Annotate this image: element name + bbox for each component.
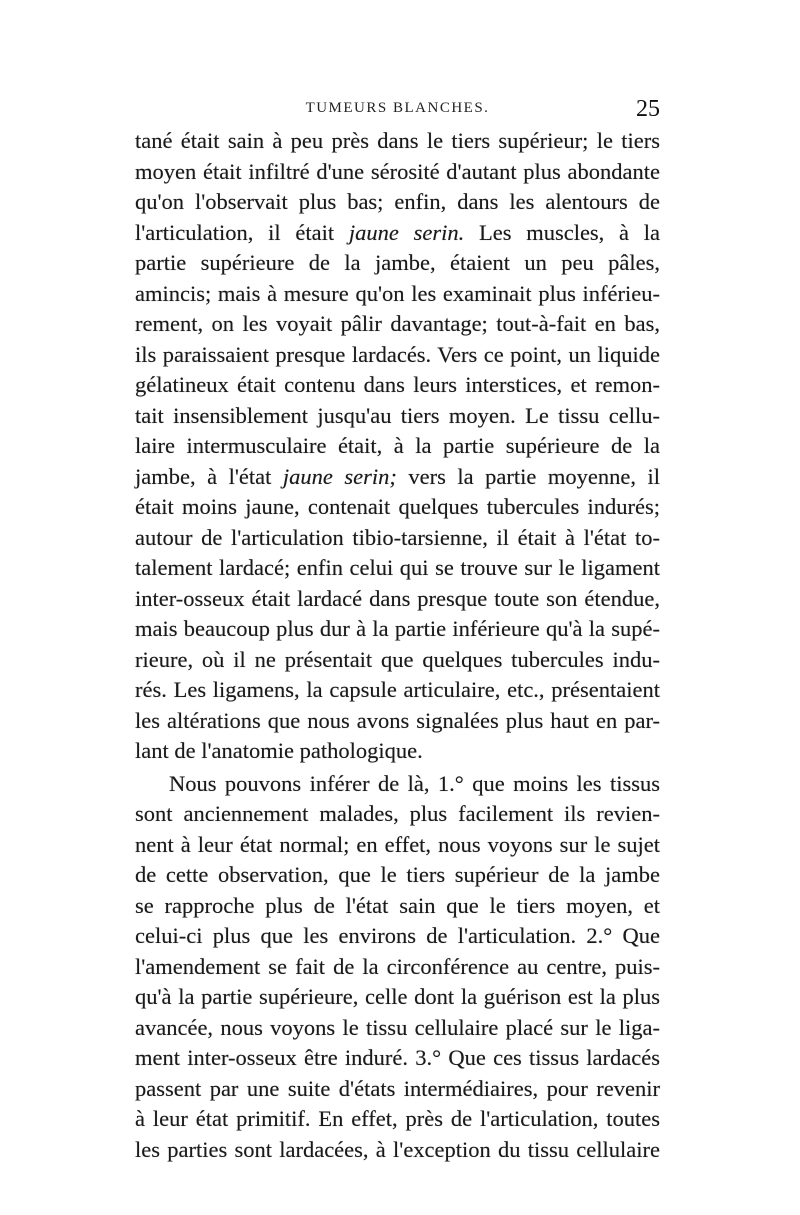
text-line: inter-osseux était lardacé dans presque toute son étendue, — [135, 585, 660, 611]
text-line: qu'à la partie supérieure, celle dont la guérison est la plus — [135, 984, 660, 1009]
text-line: ils paraissaient presque lardacés. Vers ce point, un liquide — [135, 341, 660, 367]
text-line: se rapproche plus de l'état sain que le tiers moyen, et — [135, 892, 660, 918]
text-line: moyen était infiltré d'une sérosité d'autant plus abondante — [135, 158, 660, 184]
italic-term: jaune serin. — [348, 219, 465, 245]
text-line: talement lardacé; enfin celui qui se trouve sur le ligament — [135, 555, 660, 580]
text-line: tané était sain à peu près dans le tiers supérieur; le tiers — [135, 128, 660, 153]
text-line: l'amendement se fait de la circonférence au centre, puis- — [135, 953, 660, 979]
text-line: sont anciennement malades, plus facilement ils revien- — [135, 801, 660, 826]
text-line: tait insensiblement jusqu'au tiers moyen. Le tissu cellu- — [135, 402, 660, 428]
text-line: était moins jaune, contenait quelques tubercules indurés; — [135, 494, 660, 519]
page-header — [135, 96, 660, 126]
text-segment: Les muscles, à la — [478, 219, 661, 245]
text-line: gélatineux était contenu dans leurs interstices, et remon- — [135, 372, 660, 397]
text-line: rieure, où il ne présentait que quelques tubercules indu- — [135, 646, 660, 672]
text-line: celui-ci plus que les environs de l'articulation. 2.° Que — [135, 923, 660, 948]
text-line: avancée, nous voyons le tissu cellulaire placé sur le liga- — [135, 1014, 660, 1040]
text-line: mais beaucoup plus dur à la partie inférieure qu'à la supé- — [135, 616, 660, 641]
text-line: les altérations que nous avons signalées plus haut en par- — [135, 707, 660, 733]
body-text — [135, 126, 660, 1165]
text-line: amincis; mais à mesure qu'on les examinait plus inférieu- — [135, 280, 660, 306]
text-segment: jambe, à l'état — [135, 463, 272, 489]
paragraph-first-line: Nous pouvons inférer de là, 1.° que moins les tissus — [169, 770, 660, 796]
text-segment: l'articulation, il était — [135, 219, 335, 245]
text-line — [135, 462, 660, 493]
running-title: TUMEURS BLANCHES. — [305, 100, 490, 116]
text-line: nent à leur état normal; en effet, nous voyons sur le sujet — [135, 831, 660, 857]
text-line: de cette observation, que le tiers supérieur de la jambe — [135, 862, 660, 887]
page-number: 25 — [636, 96, 660, 122]
text-line: lant de l'anatomie pathologique. — [135, 738, 423, 763]
text-line: ment inter-osseux être induré. 3.° Que ces tissus lardacés — [135, 1045, 660, 1070]
text-line: rés. Les ligamens, la capsule articulaire, etc., présentaient — [135, 677, 660, 702]
italic-term: jaune serin; — [282, 463, 397, 489]
text-line: qu'on l'observait plus bas; enfin, dans les alentours de — [135, 189, 660, 214]
text-line: à leur état primitif. En effet, près de l'articulation, toutes — [135, 1106, 660, 1131]
text-line — [135, 218, 660, 249]
text-segment: vers la partie moyenne, il — [408, 463, 661, 489]
text-line: autour de l'articulation tibio-tarsienne, il était à l'état to- — [135, 524, 660, 550]
text-line: rement, on les voyait pâlir davantage; tout-à-fait en bas, — [135, 311, 660, 336]
text-line: les parties sont lardacées, à l'exception du tissu cellulaire — [135, 1136, 660, 1162]
text-line: passent par une suite d'états intermédiaires, pour revenir — [135, 1075, 660, 1101]
text-line: partie supérieure de la jambe, étaient un peu pâles, — [135, 250, 660, 275]
text-line: laire intermusculaire était, à la partie supérieure de la — [135, 433, 660, 458]
